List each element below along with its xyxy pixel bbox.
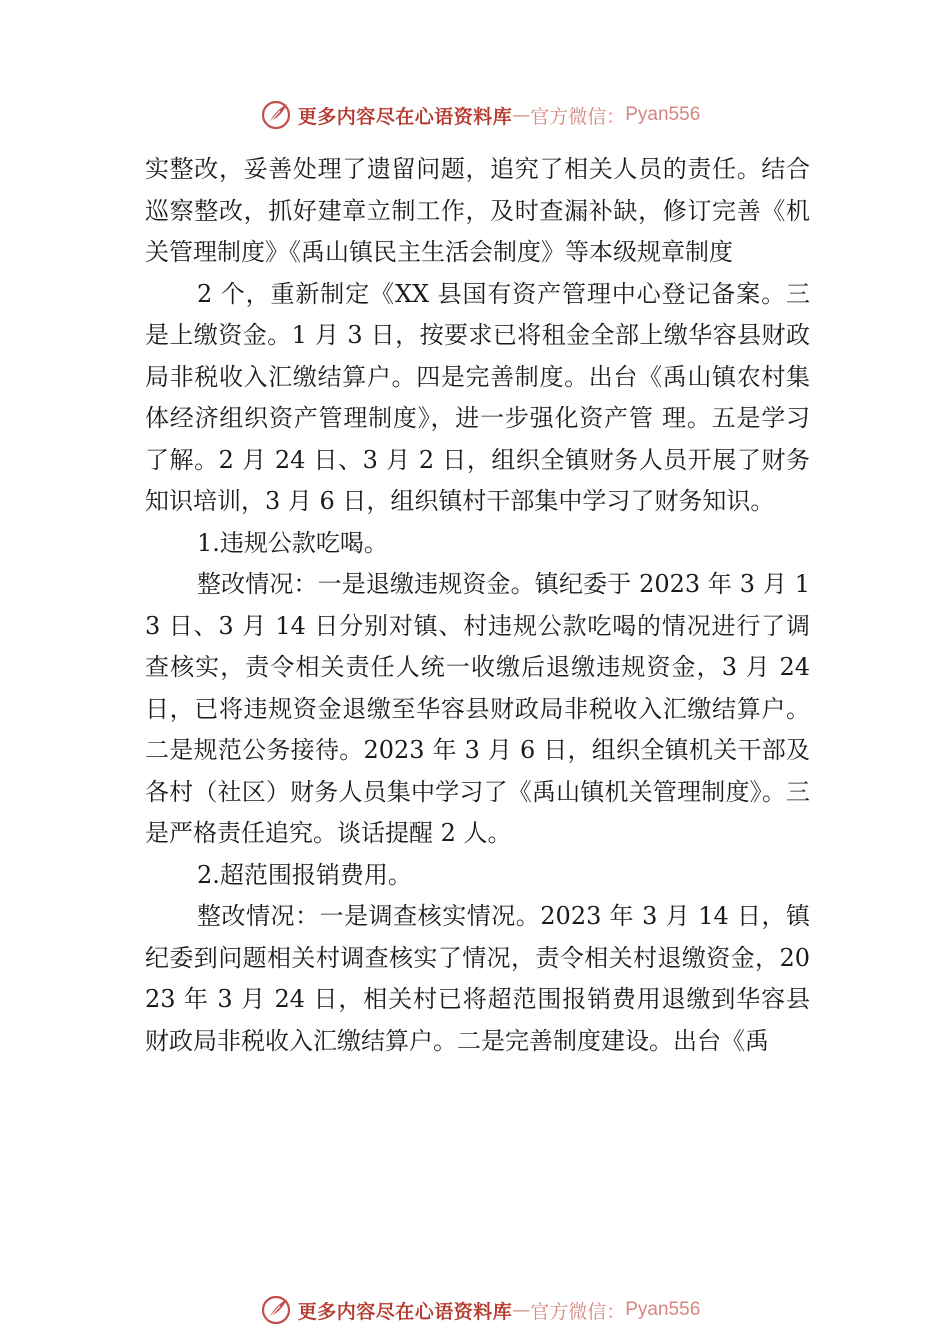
banner-main-text: 更多内容尽在心语资料库	[297, 1300, 513, 1323]
footer-banner	[0, 1290, 950, 1330]
feather-logo-icon	[260, 1294, 292, 1326]
paragraph-2: 2 个，重新制定《XX 县国有资产管理中心登记备案。三是上缴资金。1 月 3 日，按要求已将租金全部上缴华容县财政局非税收入汇缴结算户。四是完善制度。出台《禹山镇农村集体经济组织资产管理制度》，进一步强化资产管 理。五是学习了解。2 月 24 日、3 月 2 日，组织全镇财务人员开展了财务知识培训，3 月 6 日，组织镇村干部集中学习了财务知识。	[145, 279, 810, 515]
paragraph-3: 整改情况：一是退缴违规资金。镇纪委于 2023 年 3 月 13 日、3 月 14 日分别对镇、村违规公款吃喝的情况进行了调查核实，责令相关责任人统一收缴后退缴违规资金，3 月 24 日，已将违规资金退缴至华容县财政局非税收入汇缴结算户。二是规范公务接待。2023 年 3 月 6 日，组织全镇机关干部及各村（社区）财务人员集中学习了《禹山镇机关管理制度》。三是严格责任追究。谈话提醒 2 人。	[145, 570, 810, 847]
banner-dash: —	[512, 1299, 531, 1321]
heading-item-2: 2.超范围报销费用。	[197, 860, 412, 889]
banner-wechat-id: Pyan556	[625, 1299, 701, 1320]
banner-sub-text: 官方微信：	[530, 1300, 626, 1323]
banner-wechat-id: Pyan556	[625, 104, 701, 125]
banner-dash: —	[512, 104, 531, 126]
banner-sub-text: 官方微信：	[530, 105, 626, 128]
paragraph-4: 整改情况：一是调查核实情况。2023 年 3 月 14 日，镇纪委到问题相关村调查核实了情况，责令相关村退缴资金，2023 年 3 月 24 日，相关村已将超范围报销费用退缴到华容县财政局非税收入汇缴结算户。二是完善制度建设。出台《禹	[145, 902, 810, 1055]
feather-logo-icon	[260, 99, 292, 131]
paragraph-1: 实整改，妥善处理了遗留问题，追究了相关人员的责任。结合巡察整改，抓好建章立制工作，及时查漏补缺，修订完善《机关管理制度》《禹山镇民主生活会制度》等本级规章制度	[145, 155, 810, 266]
header-banner	[0, 95, 950, 135]
document-body	[145, 149, 810, 1062]
heading-item-1: 1.违规公款吃喝。	[197, 528, 388, 557]
banner-main-text: 更多内容尽在心语资料库	[297, 105, 513, 128]
